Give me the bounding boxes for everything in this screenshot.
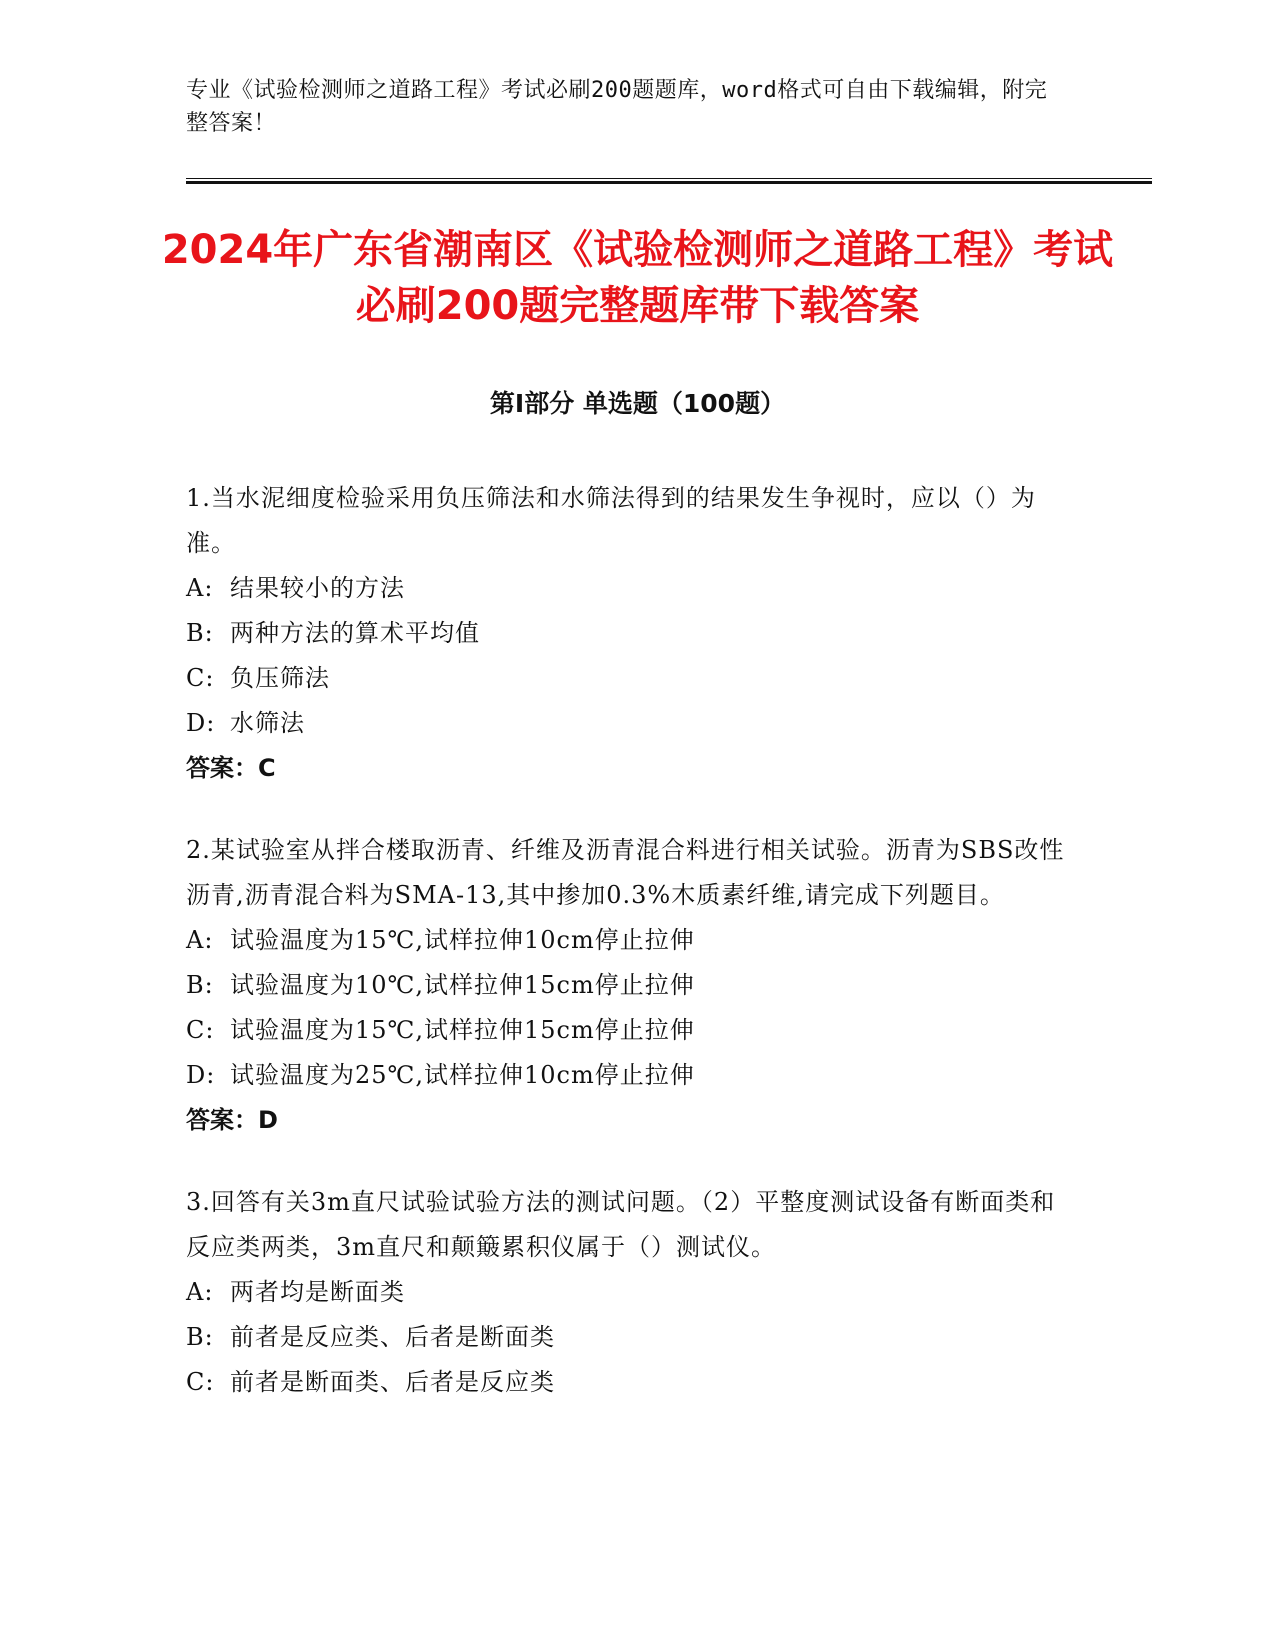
- question-2: [186, 828, 1066, 1143]
- document-title: 2024年广东省潮南区《试验检测师之道路工程》考试必刷200题完整题库带下载答案: [161, 227, 1114, 329]
- header-note: 专业《试验检测师之道路工程》考试必刷200题题库，word格式可自由下载编辑，附完整答案！: [186, 78, 1048, 136]
- question-1: [186, 476, 1066, 791]
- option-text: 试验温度为10℃,试样拉伸15cm停止拉伸: [230, 971, 695, 999]
- option-c: [186, 1360, 1066, 1405]
- option-text: 试验温度为15℃,试样拉伸10cm停止拉伸: [230, 926, 695, 954]
- option-key: A:: [186, 1278, 214, 1306]
- option-b: [186, 1315, 1066, 1360]
- option-text: 前者是断面类、后者是反应类: [230, 1368, 555, 1396]
- option-key: C:: [186, 1368, 215, 1396]
- option-key: D:: [186, 1061, 216, 1089]
- section-title: 第Ⅰ部分 单选题（100题）: [489, 389, 786, 418]
- answer-line: 答案：D: [186, 1106, 278, 1134]
- option-c: [186, 1008, 1066, 1053]
- option-a: [186, 918, 1066, 963]
- option-text: 两者均是断面类: [230, 1278, 405, 1306]
- option-b: [186, 963, 1066, 1008]
- option-a: [186, 1270, 1066, 1315]
- option-key: B:: [186, 971, 214, 999]
- option-text: 前者是反应类、后者是断面类: [230, 1323, 555, 1351]
- header-divider-thick: [186, 181, 1152, 184]
- option-a: [186, 566, 1066, 611]
- question-stem: 3.回答有关3m直尺试验试验方法的测试问题。（2）平整度测试设备有断面类和反应类两类，3m直尺和颠簸累积仪属于（）测试仪。: [186, 1188, 1056, 1261]
- option-key: A:: [186, 926, 214, 954]
- option-d: [186, 1053, 1066, 1098]
- option-text: 结果较小的方法: [230, 574, 405, 602]
- option-key: D:: [186, 709, 216, 737]
- question-stem: 1.当水泥细度检验采用负压筛法和水筛法得到的结果发生争视时，应以（）为准。: [186, 484, 1036, 557]
- question-stem: 2.某试验室从拌合楼取沥青、纤维及沥青混合料进行相关试验。沥青为SBS改性沥青,沥青混合料为SMA-13,其中掺加0.3%木质素纤维,请完成下列题目。: [186, 836, 1065, 909]
- option-key: C:: [186, 1016, 215, 1044]
- option-key: A:: [186, 574, 214, 602]
- option-key: B:: [186, 1323, 214, 1351]
- answer-line: 答案：C: [186, 754, 276, 782]
- option-text: 负压筛法: [230, 664, 330, 692]
- header-divider-thin: [186, 178, 1152, 179]
- option-text: 两种方法的算术平均值: [230, 619, 480, 647]
- option-c: [186, 656, 1066, 701]
- option-text: 水筛法: [230, 709, 305, 737]
- option-d: [186, 701, 1066, 746]
- option-key: C:: [186, 664, 215, 692]
- question-list: [186, 476, 1066, 1442]
- option-text: 试验温度为15℃,试样拉伸15cm停止拉伸: [230, 1016, 695, 1044]
- question-3: [186, 1180, 1066, 1405]
- option-text: 试验温度为25℃,试样拉伸10cm停止拉伸: [230, 1061, 695, 1089]
- option-key: B:: [186, 619, 214, 647]
- option-b: [186, 611, 1066, 656]
